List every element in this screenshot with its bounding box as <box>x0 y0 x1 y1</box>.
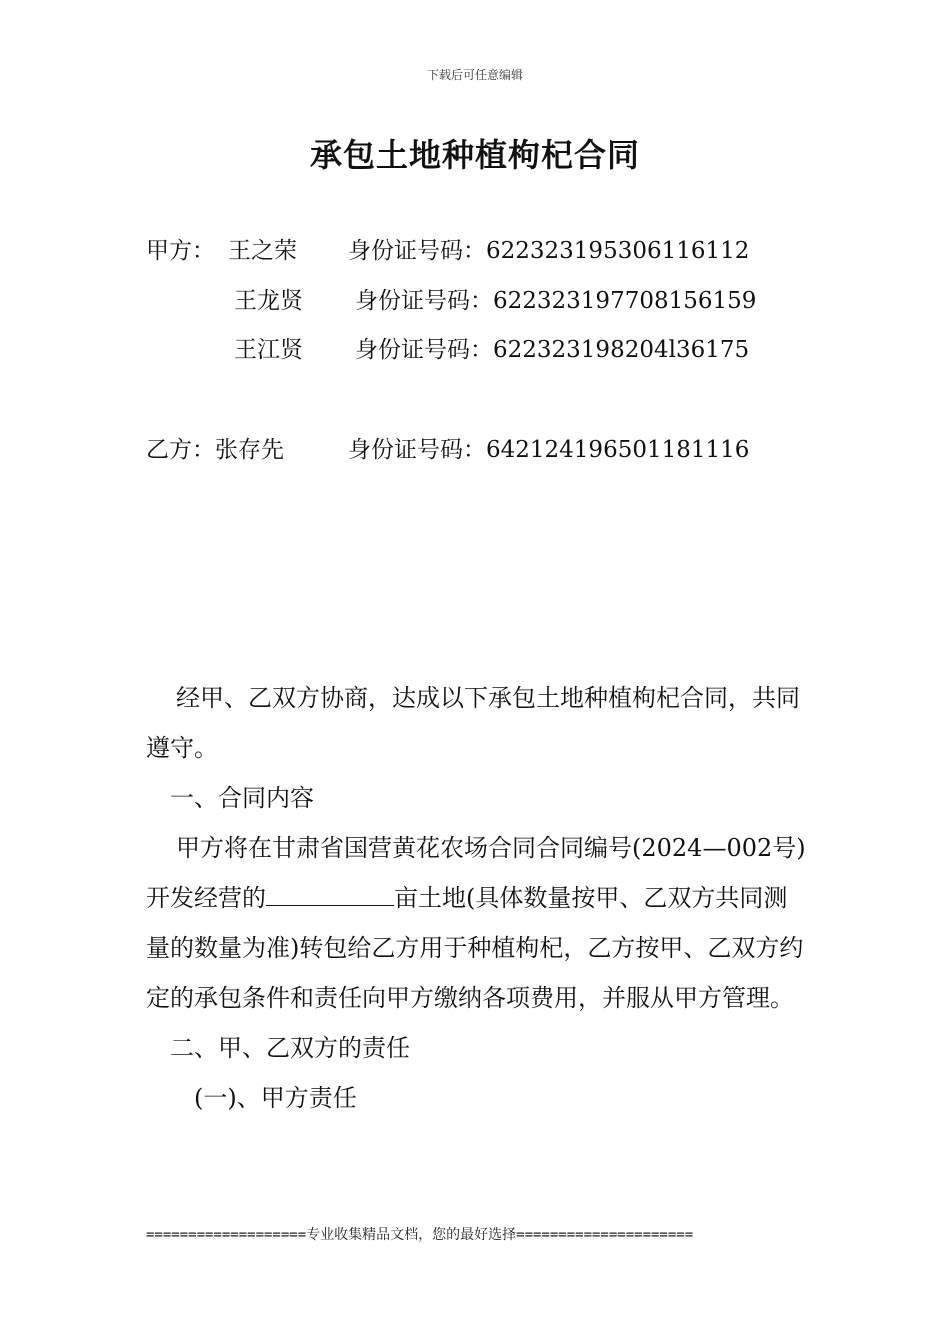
footer-banner: ===================专业收集精品文档，您的最好选择===================== <box>146 1227 694 1243</box>
party-b-label: 乙方： <box>146 437 215 463</box>
page-title: 承包土地种植枸杞合同 <box>309 136 640 174</box>
id-label: 身份证号码： <box>348 437 486 463</box>
id-number: 622323197708156159 <box>493 288 757 314</box>
intro-paragraph: 经甲、乙双方协商，达成以下承包土地种植枸杞合同，共同遵守。 <box>146 684 800 762</box>
party-b-id <box>348 435 749 465</box>
section-2-subheading: (一)、甲方责任 <box>194 1084 357 1112</box>
party-a-id-2 <box>355 286 756 316</box>
id-label: 身份证号码： <box>355 337 493 363</box>
party-a-name-3: 王江贤 <box>234 337 303 363</box>
party-a-id-1 <box>348 236 749 266</box>
id-number: 622323195306116112 <box>486 238 750 264</box>
area-blank-field <box>266 883 394 906</box>
party-a-id-3 <box>355 335 749 365</box>
section-1-heading: 一、合同内容 <box>170 784 314 812</box>
party-b-name: 张存先 <box>215 437 284 463</box>
party-a-name-1: 王之荣 <box>228 238 297 264</box>
party-a-row-1 <box>146 236 215 266</box>
contract-body <box>146 673 810 1123</box>
id-number: 642124196501181116 <box>486 437 750 463</box>
party-a-name-2: 王龙贤 <box>234 288 303 314</box>
header-note: 下载后可任意编辑 <box>426 68 523 82</box>
id-number: 622323198204l36175 <box>493 337 750 363</box>
section-1-paragraph <box>146 823 810 1023</box>
section-1-text-a: 甲方将在甘肃省国营黄花农场合同合同编号(2024—002号)开发经营的 <box>146 834 806 912</box>
section-1-text-b: 亩土地(具体数量按甲、乙双方共同测量的数量为准)转包给乙方用于种植枸杞，乙方按甲、乙双方约定的承包条件和责任向甲方缴纳各项费用，并服从甲方管理。 <box>146 884 804 1012</box>
party-a-label: 甲方： <box>146 238 215 264</box>
id-label: 身份证号码： <box>355 288 493 314</box>
party-b-row <box>146 435 284 465</box>
section-2-heading: 二、甲、乙双方的责任 <box>170 1034 410 1062</box>
id-label: 身份证号码： <box>348 238 486 264</box>
